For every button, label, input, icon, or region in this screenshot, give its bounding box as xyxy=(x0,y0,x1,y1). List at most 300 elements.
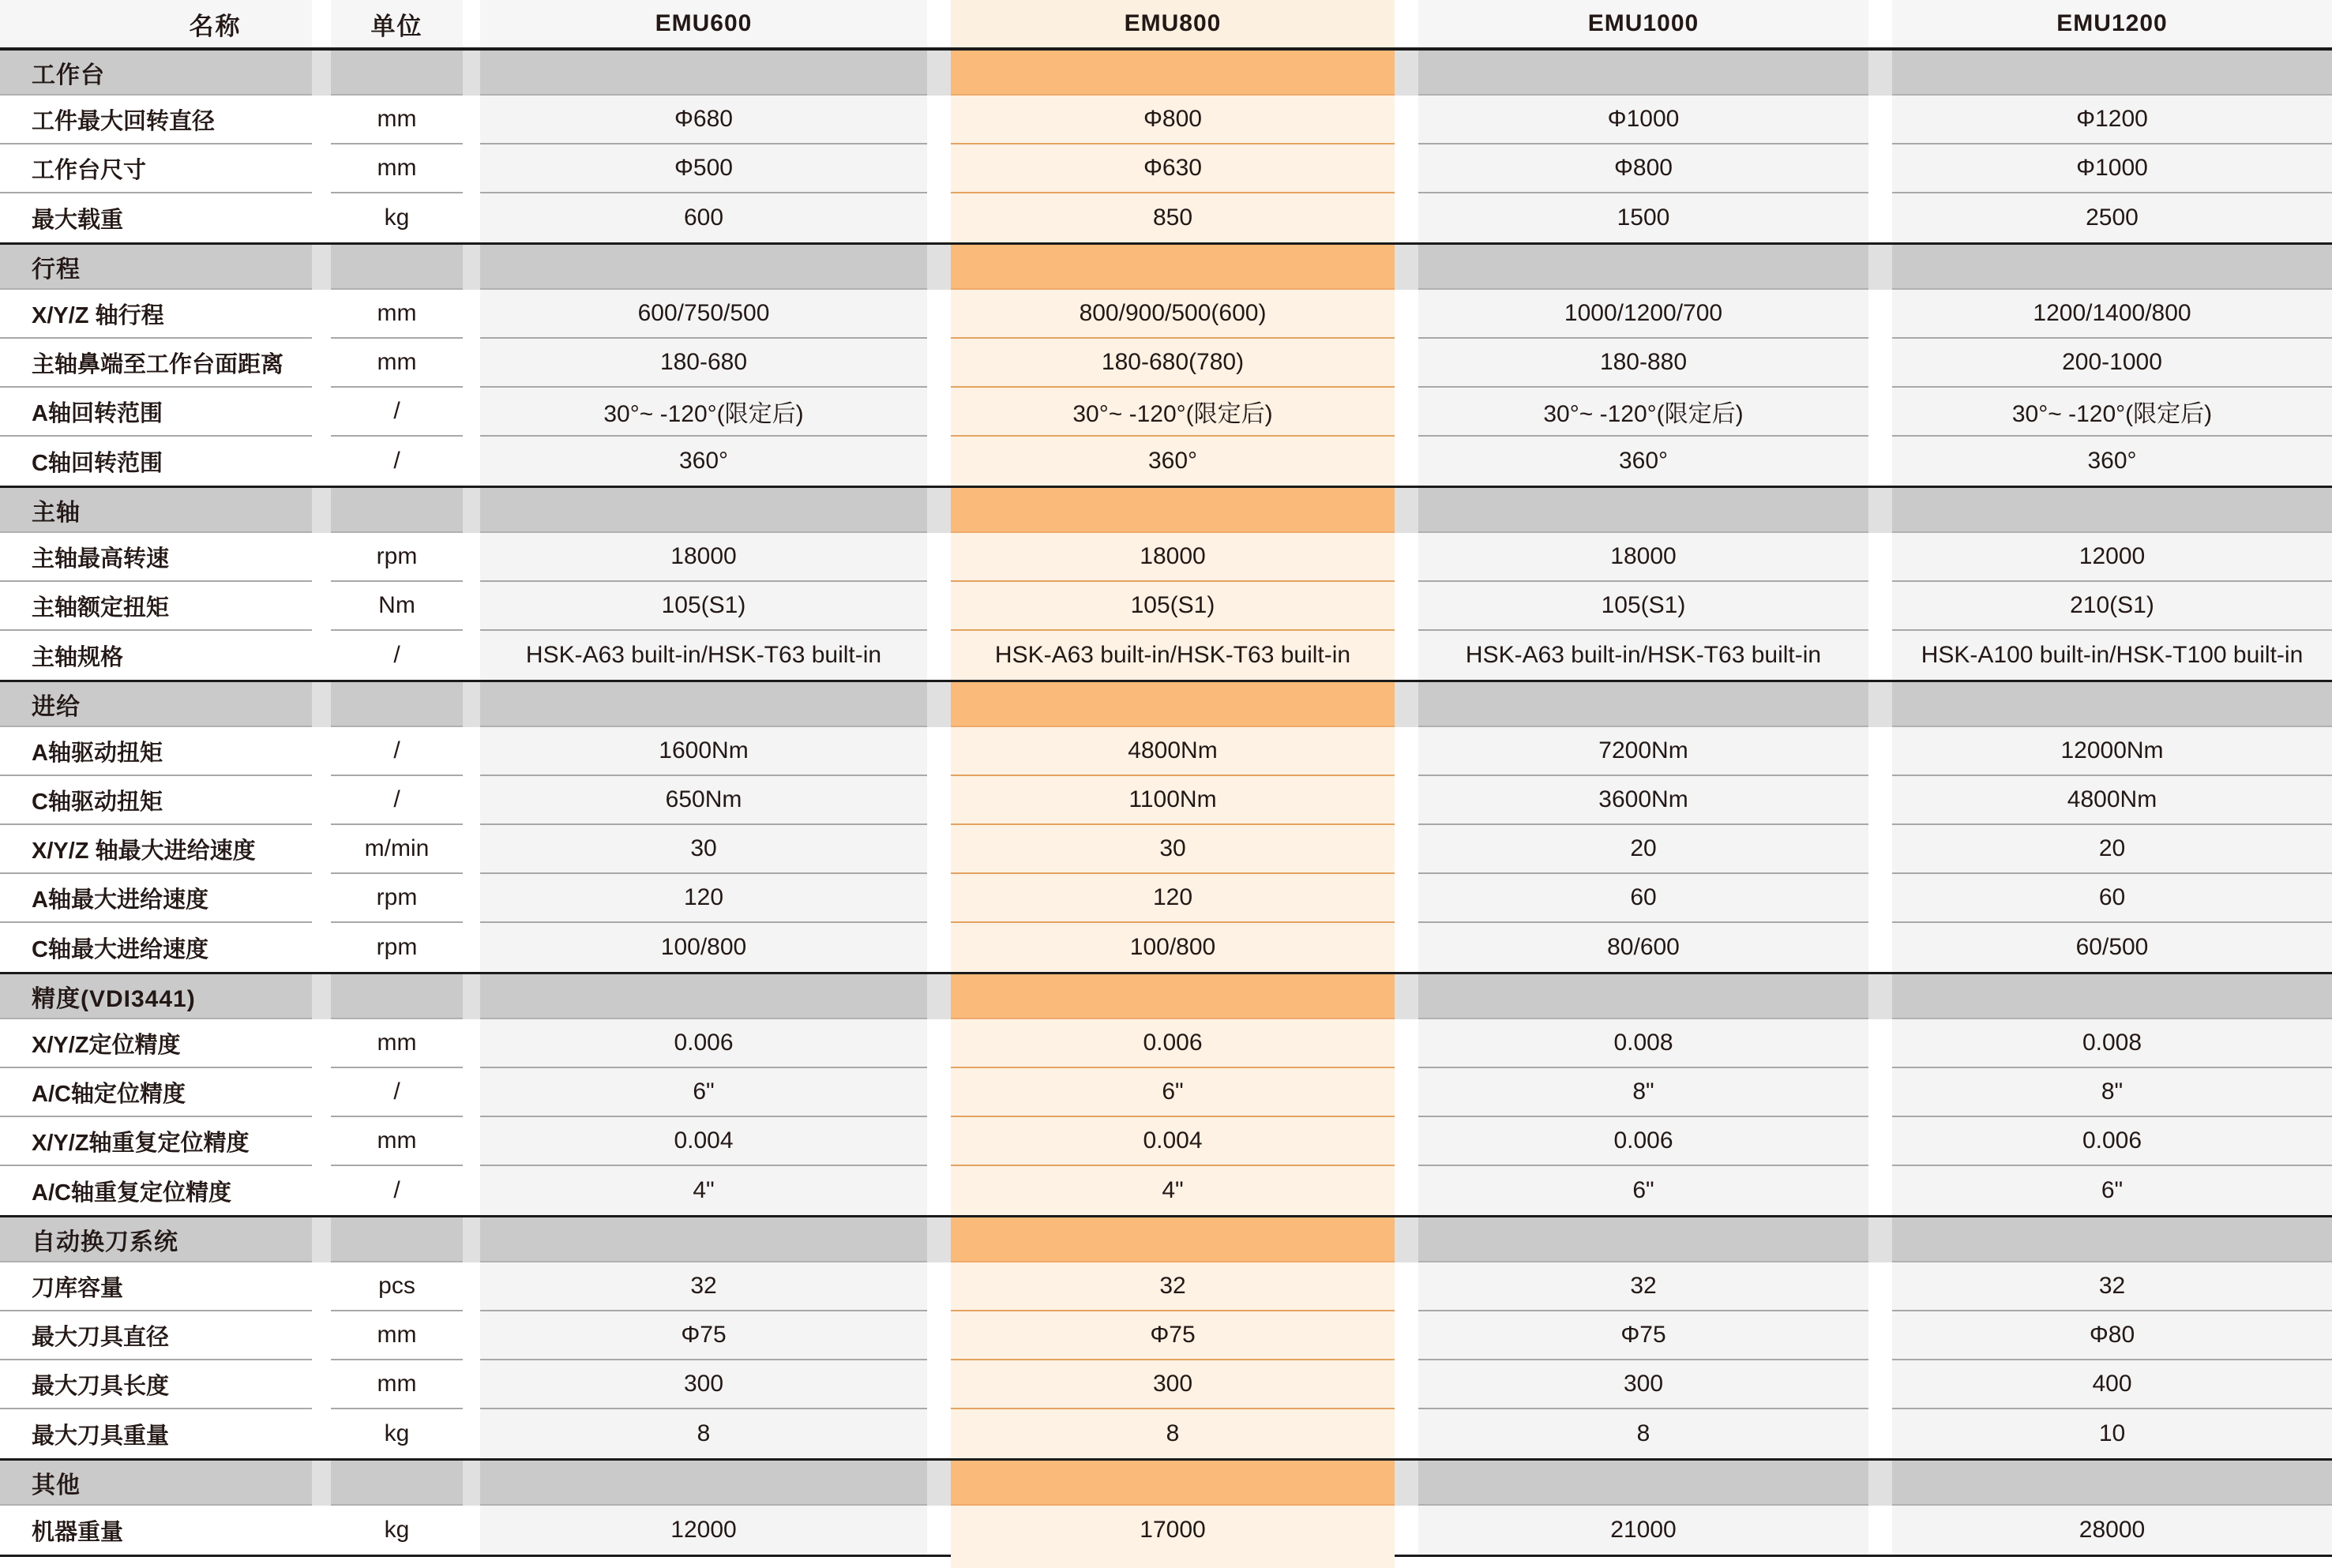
row-label-cell: A轴最大进给速度 xyxy=(0,874,312,923)
section-header-row xyxy=(0,972,2332,1019)
value-cell: 32 xyxy=(951,1262,1395,1311)
column-gap xyxy=(927,0,951,51)
table-row xyxy=(0,96,2332,144)
column-gap xyxy=(463,776,480,825)
column-gap xyxy=(1868,1068,1892,1117)
row-label-cell: 最大刀具直径 xyxy=(0,1311,312,1360)
column-gap xyxy=(312,437,331,486)
value-cell: 1500 xyxy=(1418,193,1868,242)
row-label-cell: A轴驱动扭矩 xyxy=(0,727,312,776)
section-title: 工作台 xyxy=(0,51,312,96)
section-band-cell xyxy=(480,680,927,727)
column-gap xyxy=(312,1117,331,1166)
row-label-cell: 主轴最高转速 xyxy=(0,533,312,582)
value-cell: 32 xyxy=(1892,1262,2332,1311)
value-cell: 360° xyxy=(1418,437,1868,486)
section-band-cell xyxy=(1418,1458,1868,1506)
column-gap xyxy=(1395,631,1418,680)
column-gap xyxy=(463,388,480,437)
value-cell: 32 xyxy=(1418,1262,1868,1311)
column-gap xyxy=(1395,1409,1418,1458)
row-label-cell: 工件最大回转直径 xyxy=(0,96,312,144)
column-gap xyxy=(463,874,480,923)
value-cell: 0.008 xyxy=(1892,1019,2332,1068)
section-band-cell xyxy=(480,972,927,1019)
column-gap xyxy=(1868,1166,1892,1215)
column-gap xyxy=(1395,193,1418,242)
value-cell: 650Nm xyxy=(480,776,927,825)
table-row xyxy=(0,1506,2332,1555)
row-unit-cell: / xyxy=(331,1068,463,1117)
row-label-cell: X/Y/Z轴重复定位精度 xyxy=(0,1117,312,1166)
column-gap xyxy=(1395,1311,1418,1360)
header-unit-cell: 单位 xyxy=(331,0,463,51)
value-cell: 850 xyxy=(951,193,1395,242)
header-model-cell: EMU1200 xyxy=(1892,0,2332,51)
column-gap xyxy=(927,1068,951,1117)
section-band-cell xyxy=(331,1215,463,1262)
column-gap xyxy=(927,1506,951,1555)
column-gap xyxy=(1868,437,1892,486)
row-unit-cell: kg xyxy=(331,1506,463,1555)
table-row xyxy=(0,1311,2332,1360)
column-gap xyxy=(927,874,951,923)
value-cell: 1200/1400/800 xyxy=(1892,290,2332,339)
column-gap xyxy=(463,1068,480,1117)
value-cell: 60 xyxy=(1892,874,2332,923)
table-row xyxy=(0,339,2332,388)
value-cell: 12000Nm xyxy=(1892,727,2332,776)
column-gap xyxy=(1395,1117,1418,1166)
value-cell: 4800Nm xyxy=(951,727,1395,776)
column-gap xyxy=(312,1506,331,1555)
section-title: 主轴 xyxy=(0,486,312,533)
value-cell: 60 xyxy=(1418,874,1868,923)
row-unit-cell: mm xyxy=(331,1311,463,1360)
column-gap xyxy=(927,972,951,1019)
value-cell: 360° xyxy=(1892,437,2332,486)
row-unit-cell: mm xyxy=(331,1360,463,1409)
value-cell: 1600Nm xyxy=(480,727,927,776)
column-gap xyxy=(312,972,331,1019)
row-label-cell: 机器重量 xyxy=(0,1506,312,1555)
value-cell: 300 xyxy=(480,1360,927,1409)
column-gap xyxy=(463,1506,480,1555)
row-label-cell: C轴驱动扭矩 xyxy=(0,776,312,825)
section-band-cell xyxy=(1892,1215,2332,1262)
column-gap xyxy=(463,242,480,290)
section-band-cell xyxy=(951,1215,1395,1262)
column-gap xyxy=(312,1409,331,1458)
column-gap xyxy=(312,339,331,388)
value-cell: 105(S1) xyxy=(480,582,927,631)
bottom-line xyxy=(1418,1555,1868,1568)
value-cell: 4800Nm xyxy=(1892,776,2332,825)
column-gap xyxy=(463,1360,480,1409)
column-gap xyxy=(1868,193,1892,242)
column-gap xyxy=(927,727,951,776)
row-unit-cell: kg xyxy=(331,193,463,242)
column-gap xyxy=(463,680,480,727)
bottom-line xyxy=(312,1555,331,1568)
section-title: 进给 xyxy=(0,680,312,727)
column-gap xyxy=(1868,96,1892,144)
table-bottom-strip xyxy=(0,1555,2332,1568)
value-cell: Φ800 xyxy=(1418,144,1868,193)
bottom-line xyxy=(1395,1555,1418,1568)
table-row xyxy=(0,1262,2332,1311)
table-row xyxy=(0,727,2332,776)
column-gap xyxy=(1395,0,1418,51)
column-gap xyxy=(1395,727,1418,776)
table-row xyxy=(0,825,2332,874)
column-gap xyxy=(312,1215,331,1262)
table-row xyxy=(0,582,2332,631)
value-cell: 600/750/500 xyxy=(480,290,927,339)
section-header-row xyxy=(0,1215,2332,1262)
value-cell: Φ75 xyxy=(951,1311,1395,1360)
header-model-cell: EMU600 xyxy=(480,0,927,51)
row-unit-cell: rpm xyxy=(331,874,463,923)
section-band-cell xyxy=(1892,51,2332,96)
value-cell: HSK-A100 built-in/HSK-T100 built-in xyxy=(1892,631,2332,680)
value-cell: 0.006 xyxy=(480,1019,927,1068)
header-model-cell: EMU800 xyxy=(951,0,1395,51)
value-cell: 6" xyxy=(1418,1166,1868,1215)
row-label-cell: 工作台尺寸 xyxy=(0,144,312,193)
column-gap xyxy=(1868,1360,1892,1409)
column-gap xyxy=(927,582,951,631)
column-gap xyxy=(312,727,331,776)
value-cell: 800/900/500(600) xyxy=(951,290,1395,339)
column-gap xyxy=(1395,51,1418,96)
column-gap xyxy=(927,242,951,290)
row-label-cell: A/C轴定位精度 xyxy=(0,1068,312,1117)
row-unit-cell: / xyxy=(331,776,463,825)
header-name-cell: 名称 xyxy=(0,0,312,51)
column-gap xyxy=(927,437,951,486)
value-cell: 80/600 xyxy=(1418,923,1868,972)
column-gap xyxy=(312,776,331,825)
row-label-cell: 最大刀具长度 xyxy=(0,1360,312,1409)
column-gap xyxy=(463,1311,480,1360)
row-label-cell: 刀库容量 xyxy=(0,1262,312,1311)
column-gap xyxy=(463,1458,480,1506)
value-cell: 8" xyxy=(1892,1068,2332,1117)
value-cell: 0.004 xyxy=(480,1117,927,1166)
column-gap xyxy=(927,631,951,680)
column-gap xyxy=(1868,1262,1892,1311)
value-cell: Φ1200 xyxy=(1892,96,2332,144)
column-gap xyxy=(463,631,480,680)
column-gap xyxy=(1395,1166,1418,1215)
column-gap xyxy=(312,1019,331,1068)
value-cell: 4" xyxy=(480,1166,927,1215)
value-cell: 100/800 xyxy=(480,923,927,972)
section-band-cell xyxy=(480,486,927,533)
row-unit-cell: / xyxy=(331,631,463,680)
column-gap xyxy=(463,972,480,1019)
row-label-cell: C轴回转范围 xyxy=(0,437,312,486)
section-band-cell xyxy=(1418,680,1868,727)
section-band-cell xyxy=(1418,486,1868,533)
column-gap xyxy=(927,96,951,144)
column-gap xyxy=(312,923,331,972)
value-cell: 0.008 xyxy=(1418,1019,1868,1068)
column-gap xyxy=(1395,144,1418,193)
column-gap xyxy=(1395,339,1418,388)
row-label-cell: X/Y/Z定位精度 xyxy=(0,1019,312,1068)
column-gap xyxy=(927,1360,951,1409)
column-gap xyxy=(1395,1019,1418,1068)
section-band-cell xyxy=(480,51,927,96)
section-band-cell xyxy=(951,51,1395,96)
column-gap xyxy=(1868,1117,1892,1166)
value-cell: Φ80 xyxy=(1892,1311,2332,1360)
value-cell: 4" xyxy=(951,1166,1395,1215)
value-cell: 30 xyxy=(480,825,927,874)
column-gap xyxy=(463,1215,480,1262)
column-gap xyxy=(312,825,331,874)
column-gap xyxy=(463,51,480,96)
value-cell: 28000 xyxy=(1892,1506,2332,1555)
table-row xyxy=(0,1166,2332,1215)
table-row xyxy=(0,1019,2332,1068)
row-unit-cell: pcs xyxy=(331,1262,463,1311)
column-gap xyxy=(1395,96,1418,144)
value-cell: 0.006 xyxy=(1418,1117,1868,1166)
column-gap xyxy=(312,486,331,533)
column-gap xyxy=(927,776,951,825)
value-cell: 180-680(780) xyxy=(951,339,1395,388)
section-header-row xyxy=(0,486,2332,533)
value-cell: Φ75 xyxy=(1418,1311,1868,1360)
column-gap xyxy=(312,144,331,193)
value-cell: Φ630 xyxy=(951,144,1395,193)
column-gap xyxy=(1868,533,1892,582)
section-band-cell xyxy=(1892,242,2332,290)
section-band-cell xyxy=(951,1458,1395,1506)
column-gap xyxy=(1868,1458,1892,1506)
value-cell: 18000 xyxy=(480,533,927,582)
row-unit-cell: Nm xyxy=(331,582,463,631)
value-cell: 180-680 xyxy=(480,339,927,388)
column-gap xyxy=(463,1019,480,1068)
section-title: 自动换刀系统 xyxy=(0,1215,312,1262)
section-band-cell xyxy=(480,242,927,290)
column-gap xyxy=(1395,486,1418,533)
value-cell: 360° xyxy=(480,437,927,486)
column-gap xyxy=(1868,290,1892,339)
section-band-cell xyxy=(480,1215,927,1262)
column-gap xyxy=(463,96,480,144)
value-cell: Φ800 xyxy=(951,96,1395,144)
section-band-cell xyxy=(1418,972,1868,1019)
row-unit-cell: m/min xyxy=(331,825,463,874)
column-gap xyxy=(312,582,331,631)
column-gap xyxy=(463,1166,480,1215)
value-cell: 12000 xyxy=(480,1506,927,1555)
section-band-cell xyxy=(951,972,1395,1019)
column-gap xyxy=(463,0,480,51)
column-gap xyxy=(463,193,480,242)
column-gap xyxy=(312,1262,331,1311)
column-gap xyxy=(927,339,951,388)
column-gap xyxy=(927,144,951,193)
column-gap xyxy=(1395,1262,1418,1311)
column-gap xyxy=(1395,1215,1418,1262)
value-cell: 17000 xyxy=(951,1506,1395,1555)
table-row xyxy=(0,1360,2332,1409)
table-row xyxy=(0,776,2332,825)
section-header-row xyxy=(0,680,2332,727)
table-row xyxy=(0,290,2332,339)
column-gap xyxy=(1868,680,1892,727)
value-cell: 6" xyxy=(480,1068,927,1117)
table-row xyxy=(0,1117,2332,1166)
column-gap xyxy=(463,533,480,582)
column-gap xyxy=(1868,972,1892,1019)
column-gap xyxy=(312,388,331,437)
section-band-cell xyxy=(480,1458,927,1506)
value-cell: 12000 xyxy=(1892,533,2332,582)
value-cell: 0.004 xyxy=(951,1117,1395,1166)
column-gap xyxy=(1868,1311,1892,1360)
value-cell: Φ680 xyxy=(480,96,927,144)
column-gap xyxy=(1395,290,1418,339)
value-cell: 0.006 xyxy=(1892,1117,2332,1166)
column-gap xyxy=(1395,388,1418,437)
row-unit-cell: mm xyxy=(331,1019,463,1068)
row-unit-cell: / xyxy=(331,1166,463,1215)
section-band-cell xyxy=(1892,680,2332,727)
value-cell: 300 xyxy=(951,1360,1395,1409)
value-cell: 6" xyxy=(951,1068,1395,1117)
row-unit-cell: / xyxy=(331,727,463,776)
column-gap xyxy=(1395,825,1418,874)
column-gap xyxy=(312,290,331,339)
column-gap xyxy=(1868,486,1892,533)
value-cell: 8" xyxy=(1418,1068,1868,1117)
value-cell: Φ1000 xyxy=(1418,96,1868,144)
column-gap xyxy=(1868,0,1892,51)
section-header-row xyxy=(0,242,2332,290)
row-label-cell: A轴回转范围 xyxy=(0,388,312,437)
column-gap xyxy=(312,242,331,290)
column-gap xyxy=(312,0,331,51)
value-cell: HSK-A63 built-in/HSK-T63 built-in xyxy=(951,631,1395,680)
column-gap xyxy=(927,1409,951,1458)
value-cell: 100/800 xyxy=(951,923,1395,972)
column-gap xyxy=(463,437,480,486)
column-gap xyxy=(463,486,480,533)
table-row xyxy=(0,631,2332,680)
value-cell: 1000/1200/700 xyxy=(1418,290,1868,339)
value-cell: 200-1000 xyxy=(1892,339,2332,388)
column-gap xyxy=(1395,533,1418,582)
bottom-line xyxy=(0,1555,312,1568)
value-cell: 7200Nm xyxy=(1418,727,1868,776)
column-gap xyxy=(312,533,331,582)
section-band-cell xyxy=(1418,242,1868,290)
row-unit-cell: rpm xyxy=(331,533,463,582)
value-cell: 32 xyxy=(480,1262,927,1311)
section-band-cell xyxy=(331,1458,463,1506)
column-gap xyxy=(312,96,331,144)
column-gap xyxy=(927,1311,951,1360)
row-label-cell: C轴最大进给速度 xyxy=(0,923,312,972)
column-gap xyxy=(312,1068,331,1117)
column-gap xyxy=(927,1166,951,1215)
table-header-row xyxy=(0,0,2332,51)
section-band-cell xyxy=(331,972,463,1019)
column-gap xyxy=(927,1215,951,1262)
bottom-line xyxy=(927,1555,951,1568)
bottom-line xyxy=(480,1555,927,1568)
column-gap xyxy=(1868,923,1892,972)
bottom-line xyxy=(1892,1555,2332,1568)
column-gap xyxy=(1395,1360,1418,1409)
table-row xyxy=(0,533,2332,582)
column-gap xyxy=(312,1360,331,1409)
value-cell: 30 xyxy=(951,825,1395,874)
column-gap xyxy=(927,825,951,874)
value-cell: Φ500 xyxy=(480,144,927,193)
row-unit-cell: kg xyxy=(331,1409,463,1458)
table-row xyxy=(0,874,2332,923)
value-cell: 30°~ -120°(限定后) xyxy=(480,388,927,437)
header-model-cell: EMU1000 xyxy=(1418,0,1868,51)
column-gap xyxy=(312,1458,331,1506)
value-cell: 0.006 xyxy=(951,1019,1395,1068)
column-gap xyxy=(1868,874,1892,923)
column-gap xyxy=(312,874,331,923)
column-gap xyxy=(927,1117,951,1166)
row-label-cell: 最大刀具重量 xyxy=(0,1409,312,1458)
column-gap xyxy=(312,51,331,96)
column-gap xyxy=(463,825,480,874)
highlight-bottom-gap xyxy=(951,1555,1395,1568)
row-label-cell: 主轴鼻端至工作台面距离 xyxy=(0,339,312,388)
column-gap xyxy=(1395,242,1418,290)
column-gap xyxy=(1868,582,1892,631)
column-gap xyxy=(463,290,480,339)
table-row xyxy=(0,193,2332,242)
value-cell: 180-880 xyxy=(1418,339,1868,388)
value-cell: HSK-A63 built-in/HSK-T63 built-in xyxy=(1418,631,1868,680)
column-gap xyxy=(312,1311,331,1360)
column-gap xyxy=(1395,874,1418,923)
column-gap xyxy=(1395,776,1418,825)
column-gap xyxy=(1868,339,1892,388)
row-unit-cell: mm xyxy=(331,96,463,144)
row-label-cell: X/Y/Z 轴最大进给速度 xyxy=(0,825,312,874)
section-band-cell xyxy=(951,680,1395,727)
row-label-cell: 主轴规格 xyxy=(0,631,312,680)
table-row xyxy=(0,923,2332,972)
section-band-cell xyxy=(331,486,463,533)
value-cell: 400 xyxy=(1892,1360,2332,1409)
value-cell: HSK-A63 built-in/HSK-T63 built-in xyxy=(480,631,927,680)
row-unit-cell: mm xyxy=(331,339,463,388)
value-cell: 30°~ -120°(限定后) xyxy=(1892,388,2332,437)
column-gap xyxy=(1868,1409,1892,1458)
table-row xyxy=(0,437,2332,486)
section-band-cell xyxy=(331,51,463,96)
column-gap xyxy=(1868,242,1892,290)
value-cell: 210(S1) xyxy=(1892,582,2332,631)
section-header-row xyxy=(0,51,2332,96)
